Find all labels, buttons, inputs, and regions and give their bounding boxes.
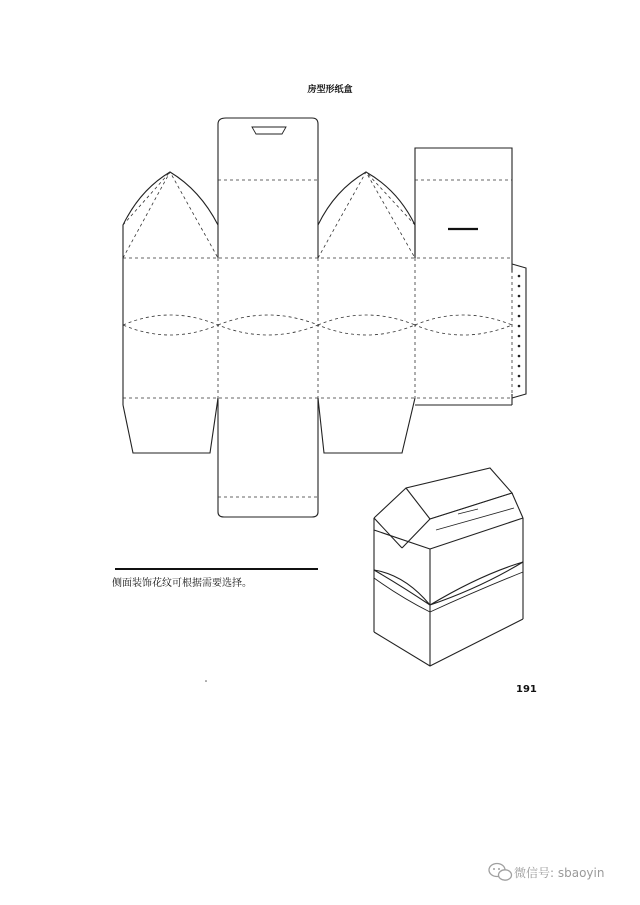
caption-rule: [115, 568, 318, 570]
box-net: [123, 118, 526, 517]
lens-band: [123, 315, 512, 335]
gable-flap-left: [123, 172, 218, 258]
glue-dots: [518, 275, 521, 388]
assembled-box: [374, 468, 523, 666]
assembled-lens-left: [374, 570, 430, 605]
bottom-flap-left: [123, 398, 218, 453]
gable-flap-middle: [318, 172, 415, 258]
caption: 侧面装饰花纹可根据需要选择。: [112, 578, 252, 589]
bottom-flap-right: [318, 398, 415, 453]
wechat-icon: [489, 864, 512, 881]
roof-panel: [415, 148, 512, 258]
watermark: 微信号: sbaoyin: [514, 866, 605, 880]
glue-tab: [512, 264, 526, 398]
tuck-slot: [252, 127, 286, 134]
assembled-lens-right: [430, 562, 523, 605]
bottom-flap-center: [218, 398, 318, 517]
assembled-roof: [374, 468, 512, 548]
page-number: 191: [516, 684, 537, 695]
page-title: 房型形纸盒: [307, 85, 353, 95]
